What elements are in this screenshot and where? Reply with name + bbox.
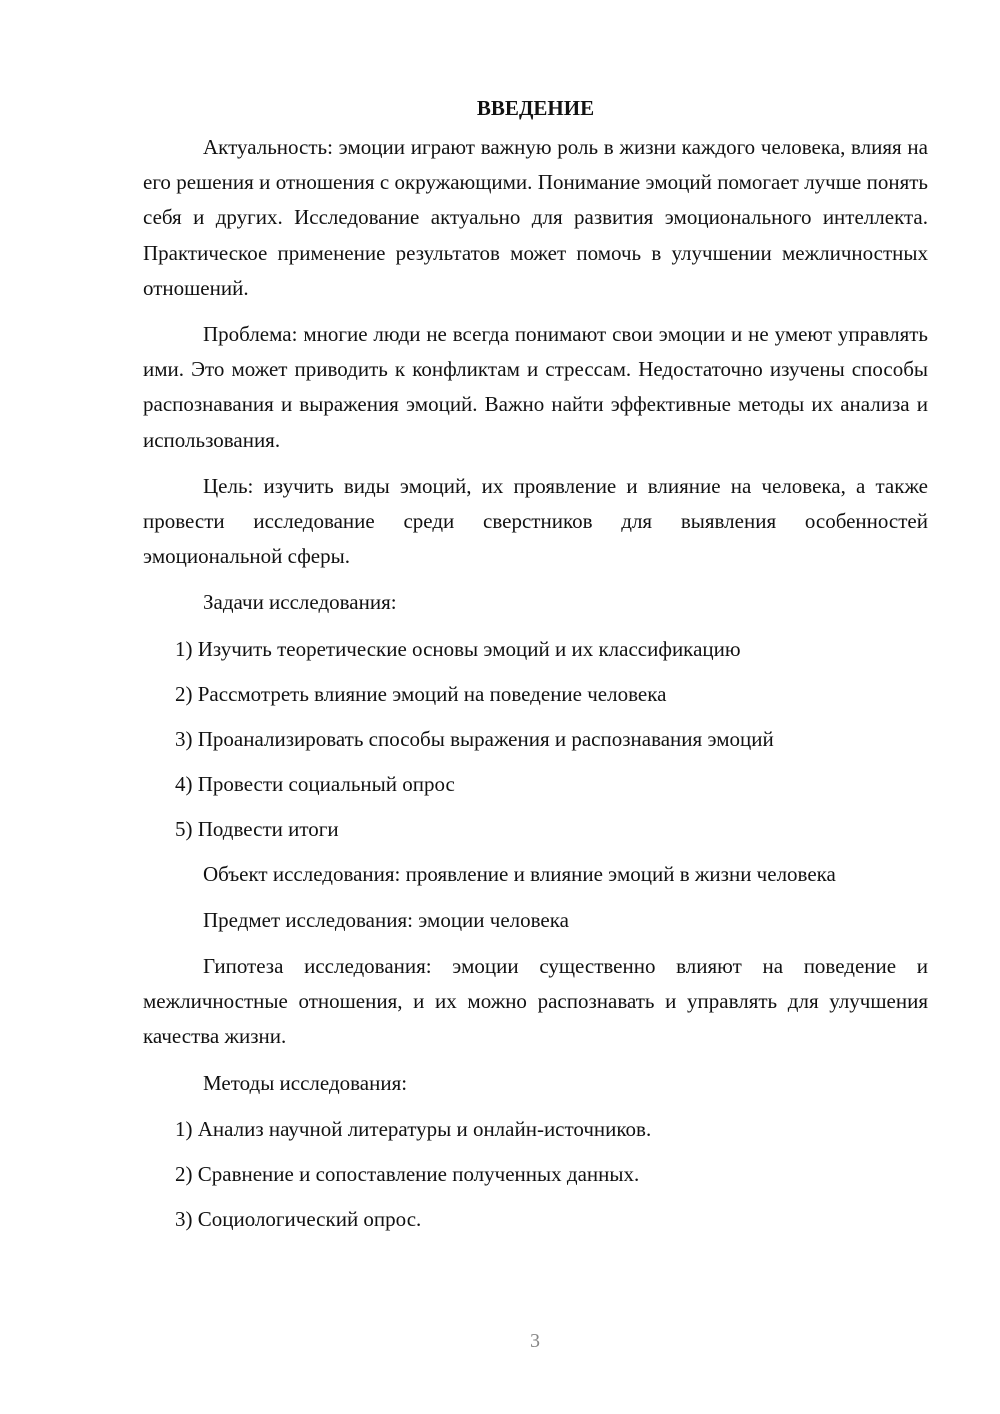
task-item: 4) Провести социальный опрос xyxy=(175,771,455,796)
method-item: 1) Анализ научной литературы и онлайн-источников. xyxy=(175,1116,652,1141)
methods-heading: Методы исследования: xyxy=(203,1070,408,1095)
task-item: 5) Подвести итоги xyxy=(175,816,339,841)
document-page xyxy=(143,90,928,1247)
method-item: 3) Социологический опрос. xyxy=(175,1206,422,1231)
task-item: 1) Изучить теоретические основы эмоций и их классификацию xyxy=(175,636,741,661)
object-paragraph: Объект исследования: проявление и влияние эмоций в жизни человека xyxy=(203,861,836,886)
subject-paragraph: Предмет исследования: эмоции человека xyxy=(203,907,569,932)
tasks-heading: Задачи исследования: xyxy=(203,590,397,615)
relevance-paragraph: Актуальность: эмоции играют важную роль в жизни каждого человека, влияя на его решения и отношения с окружающими. Понимание эмоций помогает лучше понять себя и других. Исследование актуально для развития эмоционального интеллекта. Практическое применение результатов может помочь в улучшении межличностных отношений. xyxy=(143,135,928,300)
tasks-list xyxy=(143,632,928,847)
page-number: 3 xyxy=(530,1330,540,1352)
task-item: 3) Проанализировать способы выражения и распознавания эмоций xyxy=(175,726,774,751)
problem-paragraph: Проблема: многие люди не всегда понимают свои эмоции и не умеют управлять ими. Это может приводить к конфликтам и стрессам. Недостаточно изучены способы распознавания и выражения эмоций. Важно найти эффективные методы их анализа и использования. xyxy=(143,322,928,452)
goal-paragraph: Цель: изучить виды эмоций, их проявление и влияние на человека, а также провести исследование среди сверстников для выявления особенностей эмоциональной сферы. xyxy=(143,473,928,569)
methods-list xyxy=(143,1112,928,1237)
section-title: ВВЕДЕНИЕ xyxy=(476,96,595,120)
task-item: 2) Рассмотреть влияние эмоций на поведение человека xyxy=(175,681,667,706)
hypothesis-paragraph: Гипотеза исследования: эмоции существенно влияют на поведение и межличностные отношения, и их можно распознавать и управлять для улучшения качества жизни. xyxy=(143,954,928,1049)
method-item: 2) Сравнение и сопоставление полученных данных. xyxy=(175,1161,640,1186)
